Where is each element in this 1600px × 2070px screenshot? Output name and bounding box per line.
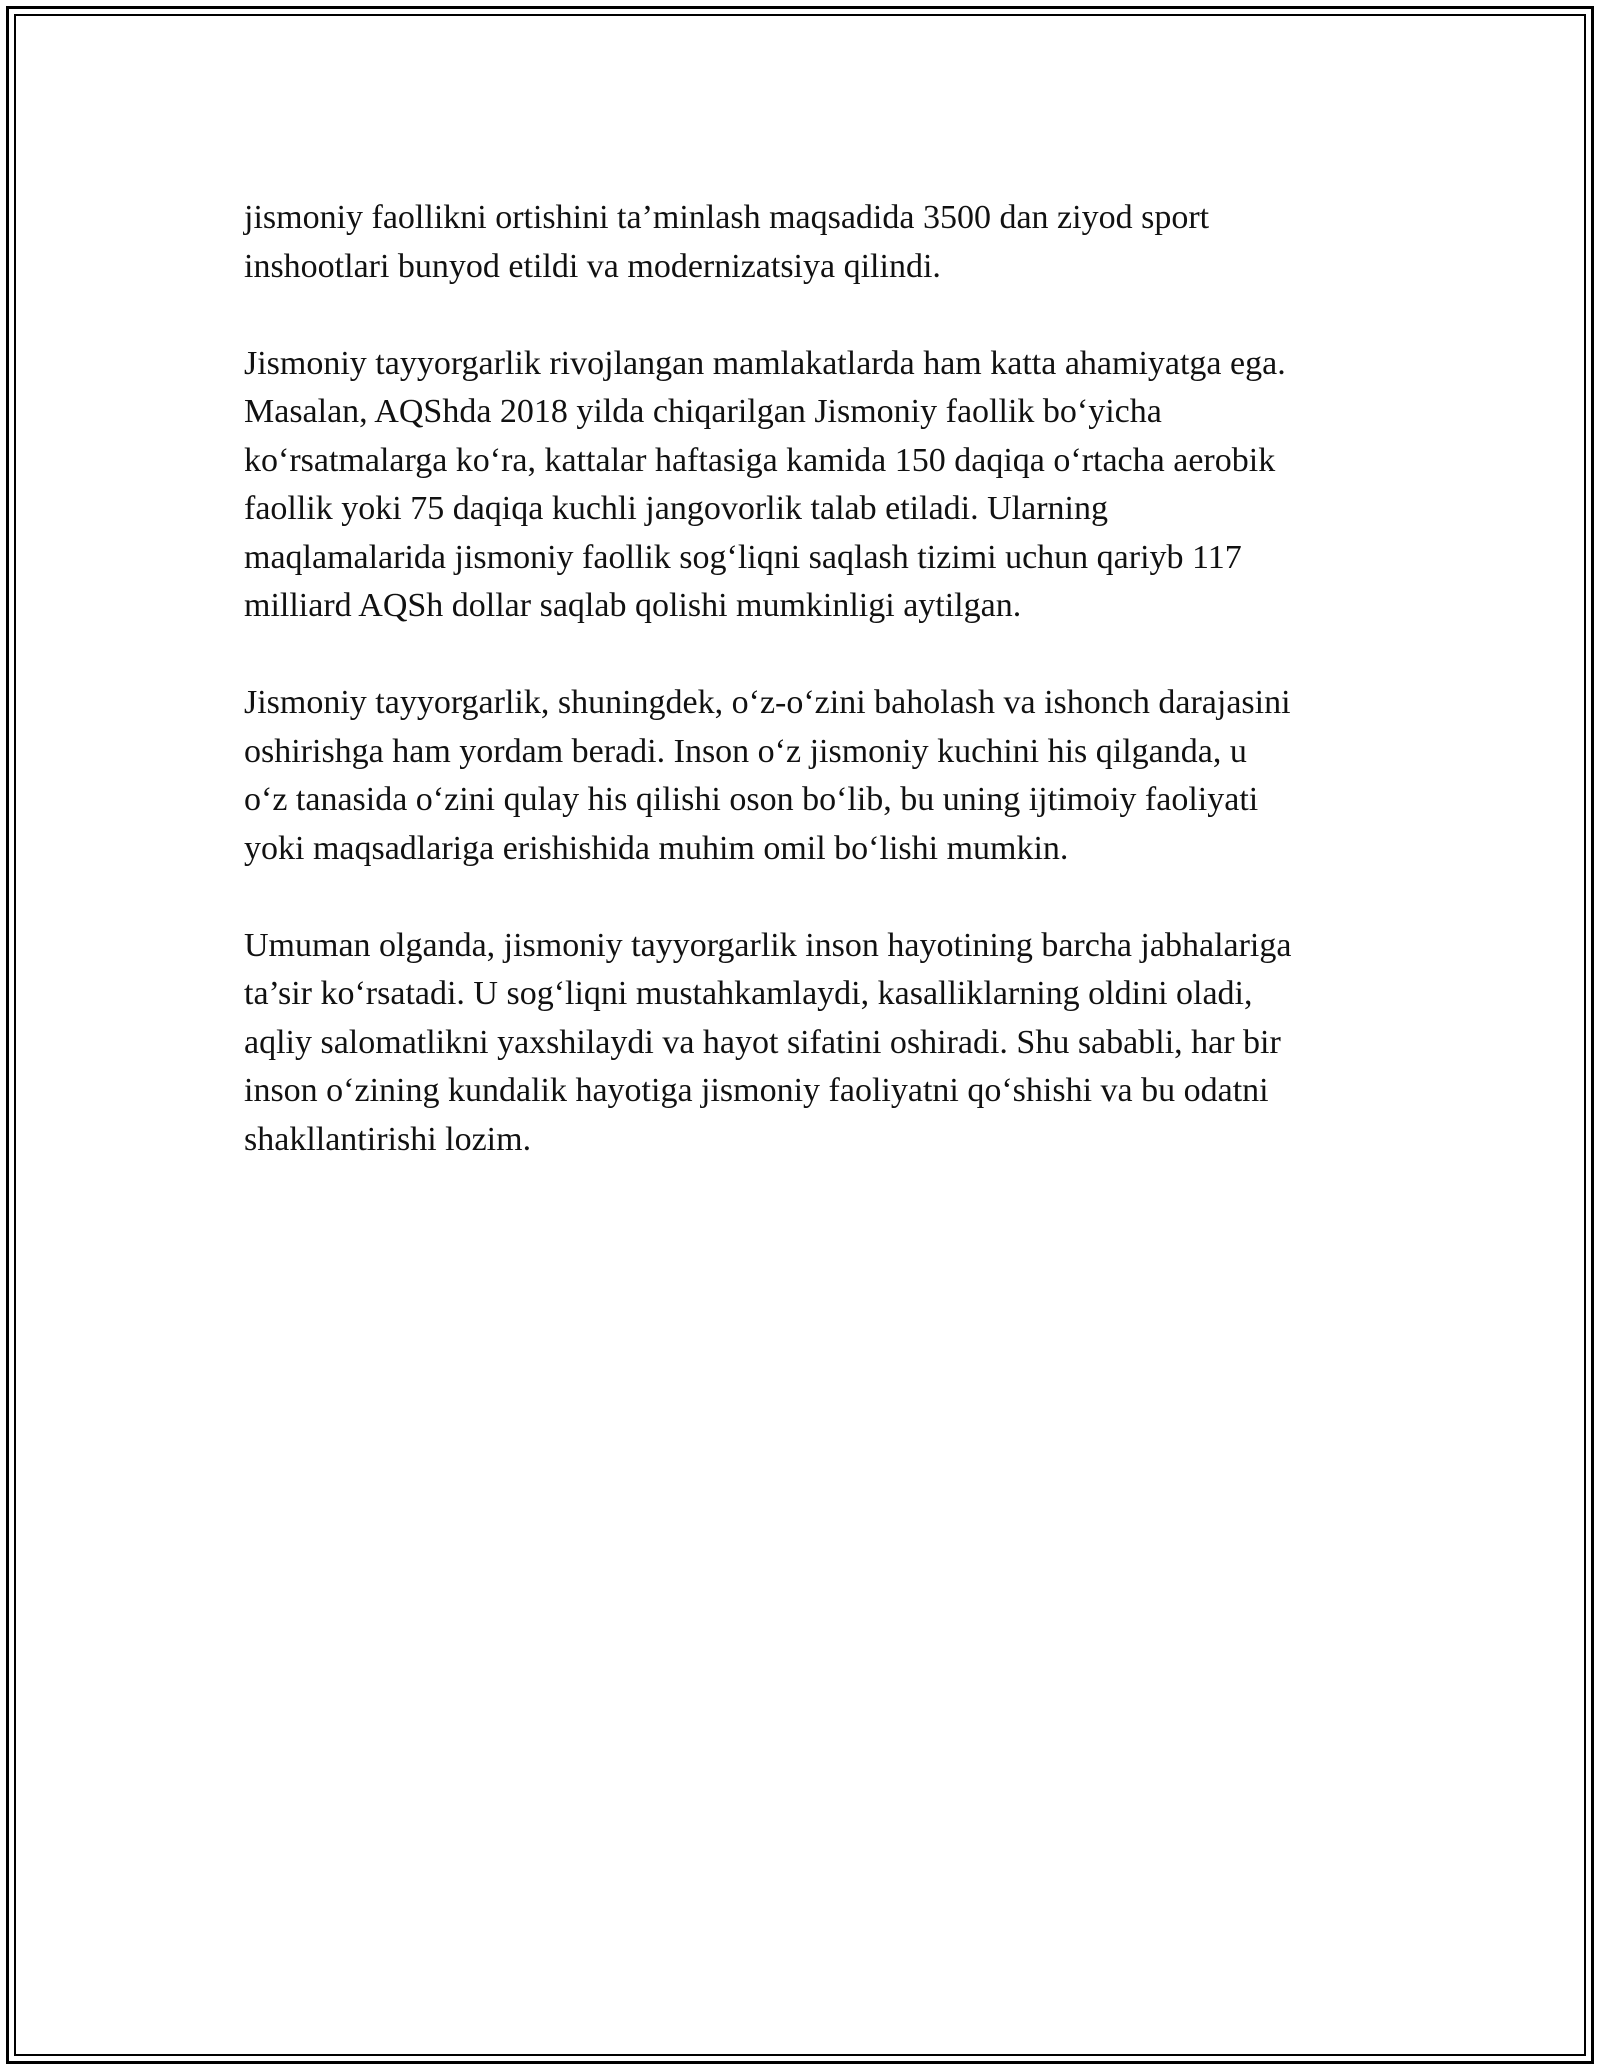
- text-line: faollik yoki 75 daqiqa kuchli jangovorlik talab etiladi. Ularning: [244, 490, 1108, 527]
- text-line: shakllantirishi lozim.: [244, 1120, 532, 1158]
- document-page: [6, 6, 1594, 2064]
- text-line: inson o‘zining kundalik hayotiga jismoniy faoliyatni qo‘shishi va bu odatni: [244, 1072, 1269, 1109]
- text-line: Umuman olganda, jismoniy tayyorgarlik inson hayotining barcha jabhalariga: [244, 926, 1292, 964]
- paragraph-3: [244, 679, 1384, 873]
- text-line: Jismoniy tayyorgarlik rivojlangan mamlakatlarda ham katta ahamiyatga ega.: [244, 344, 1286, 382]
- text-line: oshirishga ham yordam beradi. Inson o‘z jismoniy kuchini his qilganda, u: [244, 732, 1247, 770]
- paragraph-2: [244, 340, 1384, 631]
- text-line: milliard AQSh dollar saqlab qolishi mumkinligi aytilgan.: [244, 587, 1022, 624]
- text-line: inshootlari bunyod etildi va modernizatsiya qilindi.: [244, 247, 941, 285]
- text-line: jismoniy faollikni ortishini ta’minlash maqsadida 3500 dan ziyod sport: [244, 199, 1210, 236]
- paragraph-4: [244, 922, 1384, 1165]
- text-line: yoki maqsadlariga erishishida muhim omil bo‘lishi mumkin.: [244, 829, 1069, 867]
- text-line: aqliy salomatlikni yaxshilaydi va hayot sifatini oshiradi. Shu sababli, har bir: [244, 1023, 1281, 1061]
- text-line: maqlamalarida jismoniy faollik sog‘liqni saqlash tizimi uchun qariyb 117: [244, 538, 1242, 576]
- text-line: ko‘rsatmalarga ko‘ra, kattalar haftasiga kamida 150 daqiqa o‘rtacha aerobik: [244, 441, 1276, 479]
- text-line: Jismoniy tayyorgarlik, shuningdek, o‘z-o‘zini baholash va ishonch darajasini: [244, 684, 1291, 721]
- text-line: Masalan, AQShda 2018 yilda chiqarilgan Jismoniy faollik bo‘yicha: [244, 393, 1162, 430]
- text-line: ta’sir ko‘rsatadi. U sog‘liqni mustahkamlaydi, kasalliklarning oldini oladi,: [244, 975, 1253, 1012]
- paragraph-1: [244, 194, 1384, 291]
- text-line: o‘z tanasida o‘zini qulay his qilishi oson bo‘lib, bu uning ijtimoiy faoliyati: [244, 781, 1259, 818]
- document-body: [244, 194, 1384, 1213]
